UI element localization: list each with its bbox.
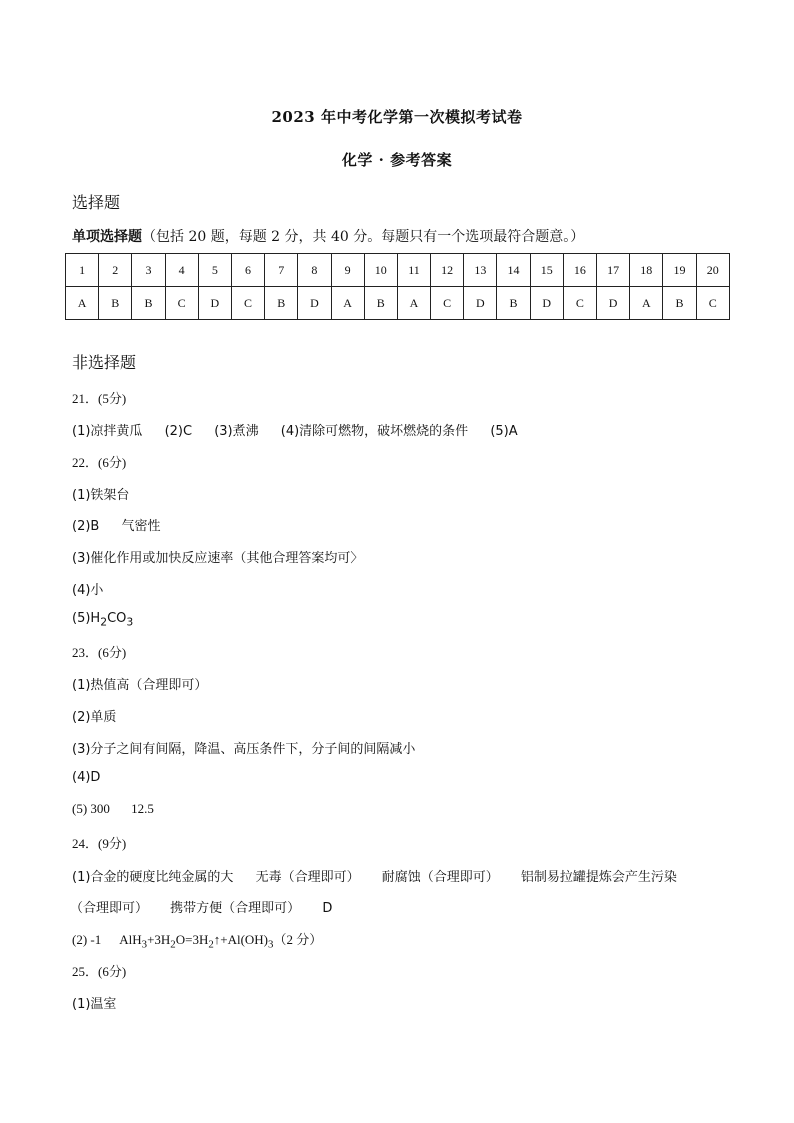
answer-cell: D: [298, 287, 331, 320]
q24-part1e: （合理即可）: [70, 901, 149, 916]
q24-part1a: (1)合金的硬度比纯金属的大: [72, 870, 234, 885]
equation-sub: 2: [208, 938, 214, 951]
question-number-cell: 13: [464, 254, 497, 287]
question-number-cell: 2: [99, 254, 132, 287]
choice-intro-bold: 单项选择题: [72, 229, 142, 245]
question-number-cell: 4: [165, 254, 198, 287]
q24-part1f: 携带方便（合理即可）: [170, 901, 301, 916]
question-number-cell: 12: [431, 254, 464, 287]
answer-cell: A: [630, 287, 663, 320]
answer-cell: A: [397, 287, 430, 320]
q22-formula-part: (5)H: [72, 611, 101, 626]
answer-cell: C: [696, 287, 729, 320]
answer-table: [65, 253, 730, 320]
choice-section-heading: 选择题: [72, 193, 121, 212]
question-number-cell: 8: [298, 254, 331, 287]
answer-cell: B: [132, 287, 165, 320]
answer-cell: D: [198, 287, 231, 320]
answer-cell: C: [231, 287, 264, 320]
question-number-cell: 5: [198, 254, 231, 287]
q21-heading: 21．(5分): [72, 391, 127, 406]
question-number-cell: 19: [663, 254, 696, 287]
q23-part2: (2)单质: [72, 710, 117, 725]
q23-heading: 23．(6分): [72, 645, 127, 660]
q23-part5b: 12.5: [131, 801, 154, 816]
question-number-cell: 1: [66, 254, 99, 287]
answer-cell: B: [99, 287, 132, 320]
q21-part4: (4)清除可燃物，破坏燃烧的条件: [280, 424, 469, 439]
q23-part3: (3)分子之间有间隔，降温、高压条件下，分子间的间隔减小: [72, 742, 416, 757]
equation-sub: 2: [170, 938, 176, 951]
question-number-cell: 6: [231, 254, 264, 287]
question-number-cell: 15: [530, 254, 563, 287]
q21-part3: (3)煮沸: [214, 424, 259, 439]
answer-cell: D: [530, 287, 563, 320]
q22-part4: (4)小: [72, 583, 104, 598]
answer-cell: D: [464, 287, 497, 320]
equation-part: ↑+Al(OH): [213, 932, 269, 947]
q24-part1-cont-line: [70, 897, 332, 916]
q24-part1b: 无毒（合理即可）: [255, 870, 360, 885]
question-number-cell: 3: [132, 254, 165, 287]
q24-heading: 24．(9分): [72, 836, 127, 851]
q22-part2b: 气密性: [121, 519, 161, 534]
answer-subtitle: 化学 · 参考答案: [341, 151, 453, 169]
q22-formula-part: CO: [107, 611, 127, 626]
q21-part2: (2)C: [164, 424, 193, 439]
answer-cell: C: [563, 287, 596, 320]
q22-part2-line: [72, 515, 161, 534]
answer-table-answer-row: [66, 287, 730, 320]
q24-part2-line: [72, 929, 322, 951]
answer-cell: C: [165, 287, 198, 320]
question-number-cell: 10: [364, 254, 397, 287]
equation-sub: 3: [141, 938, 148, 951]
answer-cell: B: [364, 287, 397, 320]
answer-cell: D: [597, 287, 630, 320]
question-number-cell: 16: [563, 254, 596, 287]
question-number-cell: 17: [597, 254, 630, 287]
question-number-cell: 7: [265, 254, 298, 287]
choice-intro-rest: （包括 20 题，每题 2 分，共 40 分。每题只有一个选项最符合题意。）: [142, 229, 585, 245]
q25-heading: 25．(6分): [72, 964, 127, 979]
answer-cell: C: [431, 287, 464, 320]
q24-part1g: D: [322, 901, 333, 916]
nonchoice-section-heading: 非选择题: [72, 353, 137, 372]
exam-title: 2023 年中考化学第一次模拟考试卷: [271, 108, 523, 126]
q23-part5a: (5) 300: [72, 801, 110, 816]
q23-part1: (1)热值高（合理即可）: [72, 678, 208, 693]
answer-cell: B: [663, 287, 696, 320]
q23-part4: (4)D: [72, 770, 101, 785]
answer-cell: B: [497, 287, 530, 320]
choice-intro: [72, 226, 584, 246]
q22-part5-formula: [72, 611, 133, 629]
question-number-cell: 20: [696, 254, 729, 287]
q24-part1d: 铝制易拉罐提炼会产生污染: [520, 870, 677, 885]
q25-part1: (1)温室: [72, 997, 117, 1012]
answer-cell: B: [265, 287, 298, 320]
question-number-cell: 11: [397, 254, 430, 287]
q22-part1: (1)铁架台: [72, 488, 130, 503]
equation-sub: 3: [268, 938, 274, 951]
q24-part1c: 耐腐蚀（合理即可）: [381, 870, 499, 885]
question-number-cell: 14: [497, 254, 530, 287]
equation-part: +3H: [147, 932, 171, 947]
q21-part1: (1)凉拌黄瓜: [72, 424, 143, 439]
q23-part5-line: [72, 801, 154, 817]
q22-part2a: (2)B: [72, 519, 100, 534]
answer-cell: A: [331, 287, 364, 320]
q22-part3: (3)催化作用或加快反应速率（其他合理答案均可〉: [72, 551, 364, 566]
answer-table-number-row: [66, 254, 730, 287]
q24-equation: [119, 932, 274, 951]
answer-cell: A: [66, 287, 99, 320]
equation-part: O=3H: [175, 932, 209, 947]
q24-part1-line: [72, 866, 677, 885]
q22-formula-sub: 3: [126, 615, 134, 629]
q21-part5: (5)A: [490, 424, 518, 439]
question-number-cell: 18: [630, 254, 663, 287]
q21-answer-line: [72, 420, 518, 439]
q22-heading: 22．(6分): [72, 455, 127, 470]
q22-formula-sub: 2: [100, 615, 108, 629]
q24-points-note: （2 分）: [273, 932, 323, 947]
q24-part2-value: (2) -1: [72, 932, 102, 947]
question-number-cell: 9: [331, 254, 364, 287]
equation-part: AlH: [119, 932, 142, 947]
